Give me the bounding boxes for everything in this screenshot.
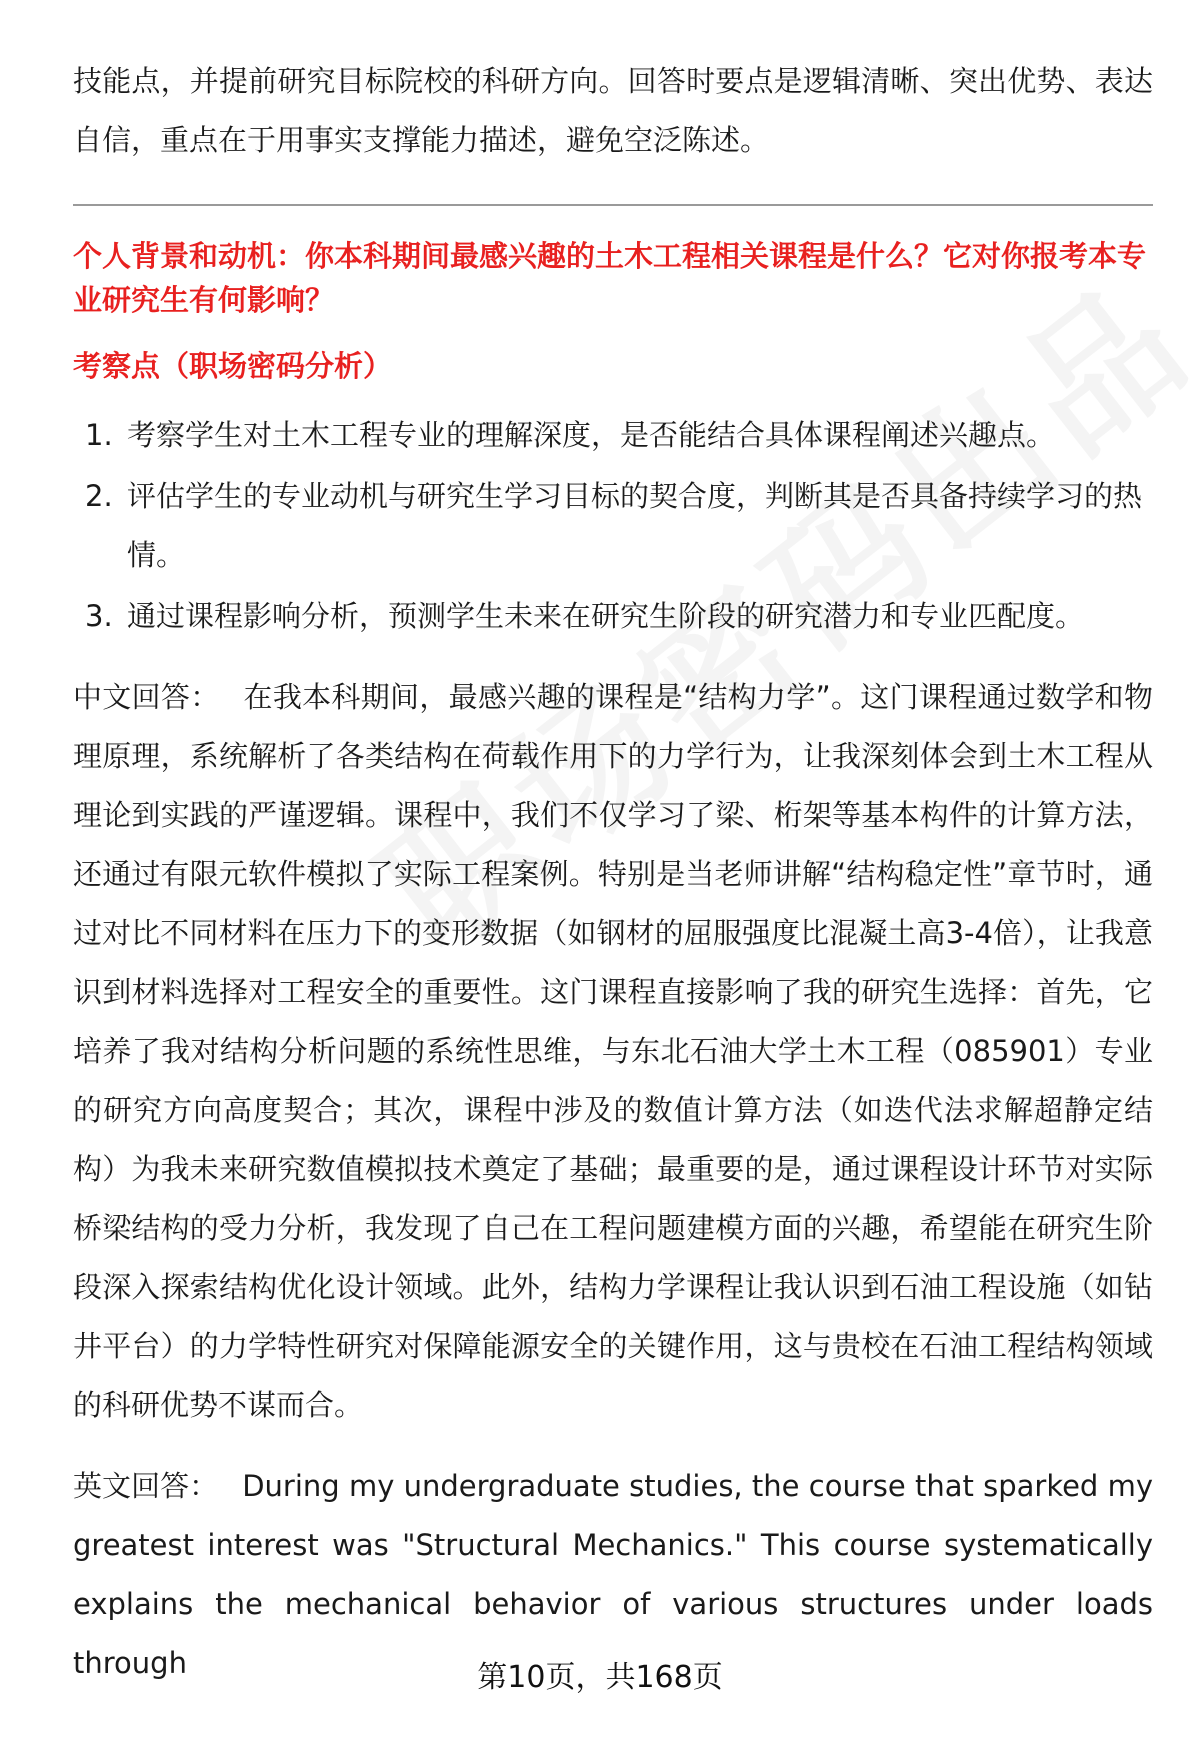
section-divider: [73, 204, 1153, 206]
english-answer-text: During my undergraduate studies, the course that sparked my greatest interest was "Structural Mechanics." This course systematically explains the mechanical behavior of various structures under loads through: [73, 1469, 1153, 1680]
intro-paragraph: 技能点，并提前研究目标院校的科研方向。回答时要点是逻辑清晰、突出优势、表达自信，重点在于用事实支撑能力描述，避免空泛陈述。: [73, 64, 1153, 157]
assessment-points: [73, 406, 1153, 646]
question-heading: 个人背景和动机：你本科期间最感兴趣的土木工程相关课程是什么？它对你报考本专业研究生有何影响？: [73, 239, 1147, 317]
chinese-answer-label: 中文回答：: [73, 680, 220, 714]
english-answer-label: 英文回答：: [73, 1469, 219, 1503]
point-number: 2.: [85, 479, 113, 513]
point-text: 评估学生的专业动机与研究生学习目标的契合度，判断其是否具备持续学习的热情。: [127, 479, 1143, 572]
point-text: 通过课程影响分析，预测学生未来在研究生阶段的研究潜力和专业匹配度。: [127, 599, 1085, 633]
assessment-title: 考察点（职场密码分析）: [73, 349, 393, 383]
point-text: 考察学生对土木工程专业的理解深度，是否能结合具体课程阐述兴趣点。: [127, 418, 1056, 452]
page-footer: 第10页，共168页: [477, 1660, 723, 1695]
assessment-point: [73, 467, 1153, 585]
assessment-point: [73, 406, 1153, 465]
point-number: 3.: [85, 599, 113, 633]
chinese-answer: [73, 668, 1153, 1435]
assessment-point: [73, 587, 1153, 646]
page-content: [73, 52, 1153, 1693]
chinese-answer-text: 在我本科期间，最感兴趣的课程是“结构力学”。这门课程通过数学和物理原理，系统解析了各类结构在荷载作用下的力学行为，让我深刻体会到土木工程从理论到实践的严谨逻辑。课程中，我们不仅学习了梁、桁架等基本构件的计算方法，还通过有限元软件模拟了实际工程案例。特别是当老师讲解“结构稳定性”章节时，通过对比不同材料在压力下的变形数据（如钢材的屈服强度比混凝土高3-4倍），让我意识到材料选择对工程安全的重要性。这门课程直接影响了我的研究生选择：首先，它培养了我对结构分析问题的系统性思维，与东北石油大学土木工程（085901）专业的研究方向高度契合；其次，课程中涉及的数值计算方法（如迭代法求解超静定结构）为我未来研究数值模拟技术奠定了基础；最重要的是，通过课程设计环节对实际桥梁结构的受力分析，我发现了自己在工程问题建模方面的兴趣，希望能在研究生阶段深入探索结构优化设计领域。此外，结构力学课程让我认识到石油工程设施（如钻井平台）的力学特性研究对保障能源安全的关键作用，这与贵校在石油工程结构领域的科研优势不谋而合。: [73, 680, 1153, 1422]
point-number: 1.: [85, 418, 113, 452]
